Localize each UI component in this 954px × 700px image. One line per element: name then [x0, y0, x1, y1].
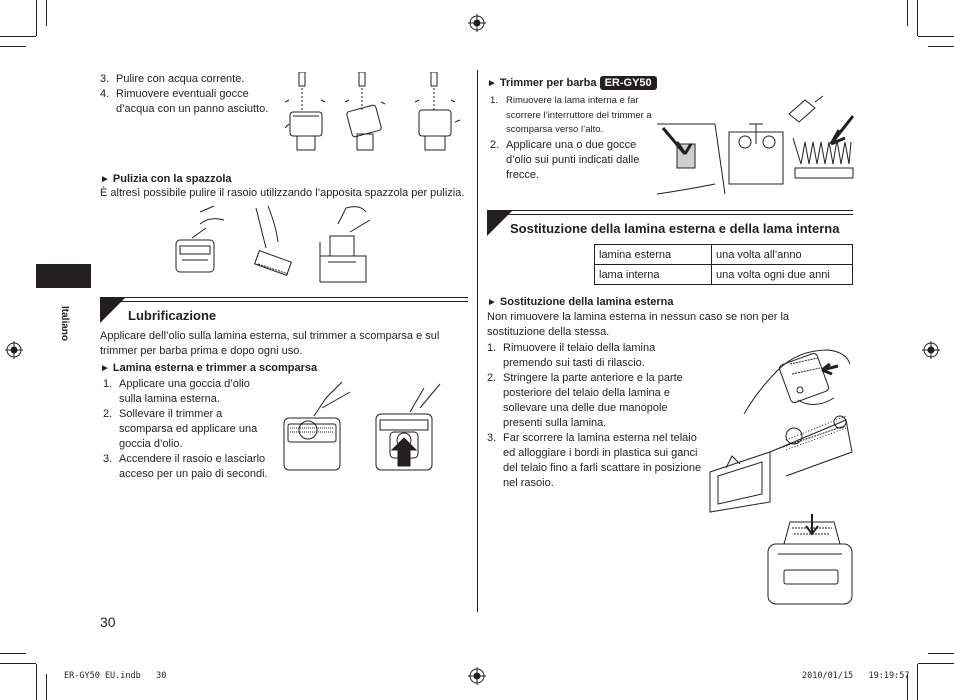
- list-item: 2. Applicare una o due gocce d’olio sui punti indicati dalle frecce.: [490, 138, 640, 181]
- section-rule: [487, 214, 853, 215]
- list-item: 2. Sollevare il trimmer a scomparsa ed applicare una goccia d’olio.: [103, 408, 258, 450]
- language-label: Italiano: [59, 306, 70, 342]
- crop-mark: [46, 0, 47, 26]
- crop-mark: [36, 0, 37, 36]
- section-rule: [100, 297, 468, 298]
- crop-mark: [36, 664, 37, 700]
- foil-replacement-steps-list: [484, 341, 706, 491]
- section-header-replacement: [487, 210, 853, 238]
- brush-heading: ► Pulizia con la spazzola: [100, 173, 232, 185]
- section-title: Sostituzione della lamina esterna e della lama interna: [510, 221, 840, 236]
- list-item: 4. Rimuovere eventuali gocce d’acqua con un panno asciutto.: [100, 88, 269, 115]
- list-item: 3. Pulire con acqua corrente.: [100, 73, 245, 85]
- table-row: [595, 265, 853, 285]
- beard-trimmer-illustration: [655, 94, 860, 196]
- section-triangle-icon: [100, 297, 126, 323]
- lubrication-subheading: ► Lamina esterna e trimmer a scomparsa: [100, 362, 318, 374]
- crop-mark: [917, 0, 918, 36]
- brush-illustration: [170, 202, 395, 296]
- list-item: 1. Rimuovere il telaio della lamina premendo sui tasti di rilascio.: [487, 342, 656, 369]
- list-item: 1. Applicare una goccia d’olio sulla lamina esterna.: [103, 378, 250, 405]
- play-arrow-icon: ►: [100, 363, 110, 374]
- play-arrow-icon: ►: [487, 78, 497, 89]
- crop-mark: [0, 653, 26, 654]
- replacement-schedule-table: [594, 244, 853, 285]
- crop-mark: [918, 663, 954, 664]
- cleaning-steps-list: [97, 72, 275, 117]
- registration-mark-icon: [468, 667, 486, 685]
- foil-replacement-subheading: ► Sostituzione della lamina esterna: [487, 296, 674, 308]
- table-cell: una volta all’anno: [712, 245, 853, 265]
- foil-frame-illustration: [706, 412, 854, 516]
- column-divider: [477, 70, 478, 612]
- foil-release-illustration: [738, 340, 856, 418]
- list-item: 1. Rimuovere la lama interna e far scorrere l’interruttore del trimmer a scomparsa verso l’alto.: [490, 95, 652, 135]
- registration-mark-icon: [922, 341, 940, 359]
- crop-mark: [0, 46, 26, 47]
- beard-trimmer-heading: ► Trimmer per barba ER-GY50: [487, 76, 657, 91]
- section-rule: [100, 301, 468, 302]
- foil-insert-illustration: [764, 514, 856, 608]
- model-badge: ER-GY50: [600, 76, 657, 90]
- crop-mark: [928, 653, 954, 654]
- footer-file-info: ER-GY50 EU.indb 30: [64, 671, 167, 681]
- crop-mark: [46, 674, 47, 700]
- play-arrow-icon: ►: [487, 297, 497, 308]
- section-rule: [487, 210, 853, 211]
- table-row: [595, 245, 853, 265]
- crop-mark: [918, 36, 954, 37]
- beard-steps-list: [487, 94, 655, 183]
- list-item: 3. Accendere il rasoio e lasciarlo acceso per un paio di secondi.: [103, 453, 268, 480]
- registration-mark-icon: [468, 14, 486, 32]
- brush-text: È altresì possibile pulire il rasoio utilizzando l’apposita spazzola per pulizia.: [100, 187, 465, 199]
- section-title: Lubrificazione: [128, 308, 217, 323]
- language-tab: [36, 264, 91, 288]
- crop-mark: [907, 0, 908, 26]
- crop-mark: [0, 663, 36, 664]
- crop-mark: [0, 36, 36, 37]
- rinse-illustration: [285, 72, 465, 156]
- table-cell: lamina esterna: [595, 245, 712, 265]
- crop-mark: [928, 46, 954, 47]
- lubrication-steps-list: [100, 377, 270, 482]
- registration-mark-icon: [5, 341, 23, 359]
- list-item: 2. Stringere la parte anteriore e la parte posteriore del telaio della lamina e sollevare una delle due manopole presenti sulla lamina.: [487, 372, 683, 429]
- table-cell: lama interna: [595, 265, 712, 285]
- page-number: 30: [100, 614, 116, 630]
- foil-replacement-intro: Non rimuovere la lamina esterna in nessun caso se non per la sostituzione della stessa.: [487, 311, 790, 338]
- list-item: 3. Far scorrere la lamina esterna nel telaio ed alloggiare i bordi in plastica sui ganci del telaio fino a farli scattare in posizione nel rasoio.: [487, 432, 702, 489]
- play-arrow-icon: ►: [100, 174, 110, 185]
- lubrication-intro: Applicare dell’olio sulla lamina esterna, sul trimmer a scomparsa e sul trimmer per barba prima e dopo ogni uso.: [100, 330, 440, 357]
- oil-illustration: [280, 378, 470, 474]
- footer-timestamp: 2010/01/15 19:19:57: [802, 671, 910, 681]
- crop-mark: [917, 664, 918, 700]
- table-cell: una volta ogni due anni: [712, 265, 853, 285]
- section-header-lubrication: [100, 297, 468, 325]
